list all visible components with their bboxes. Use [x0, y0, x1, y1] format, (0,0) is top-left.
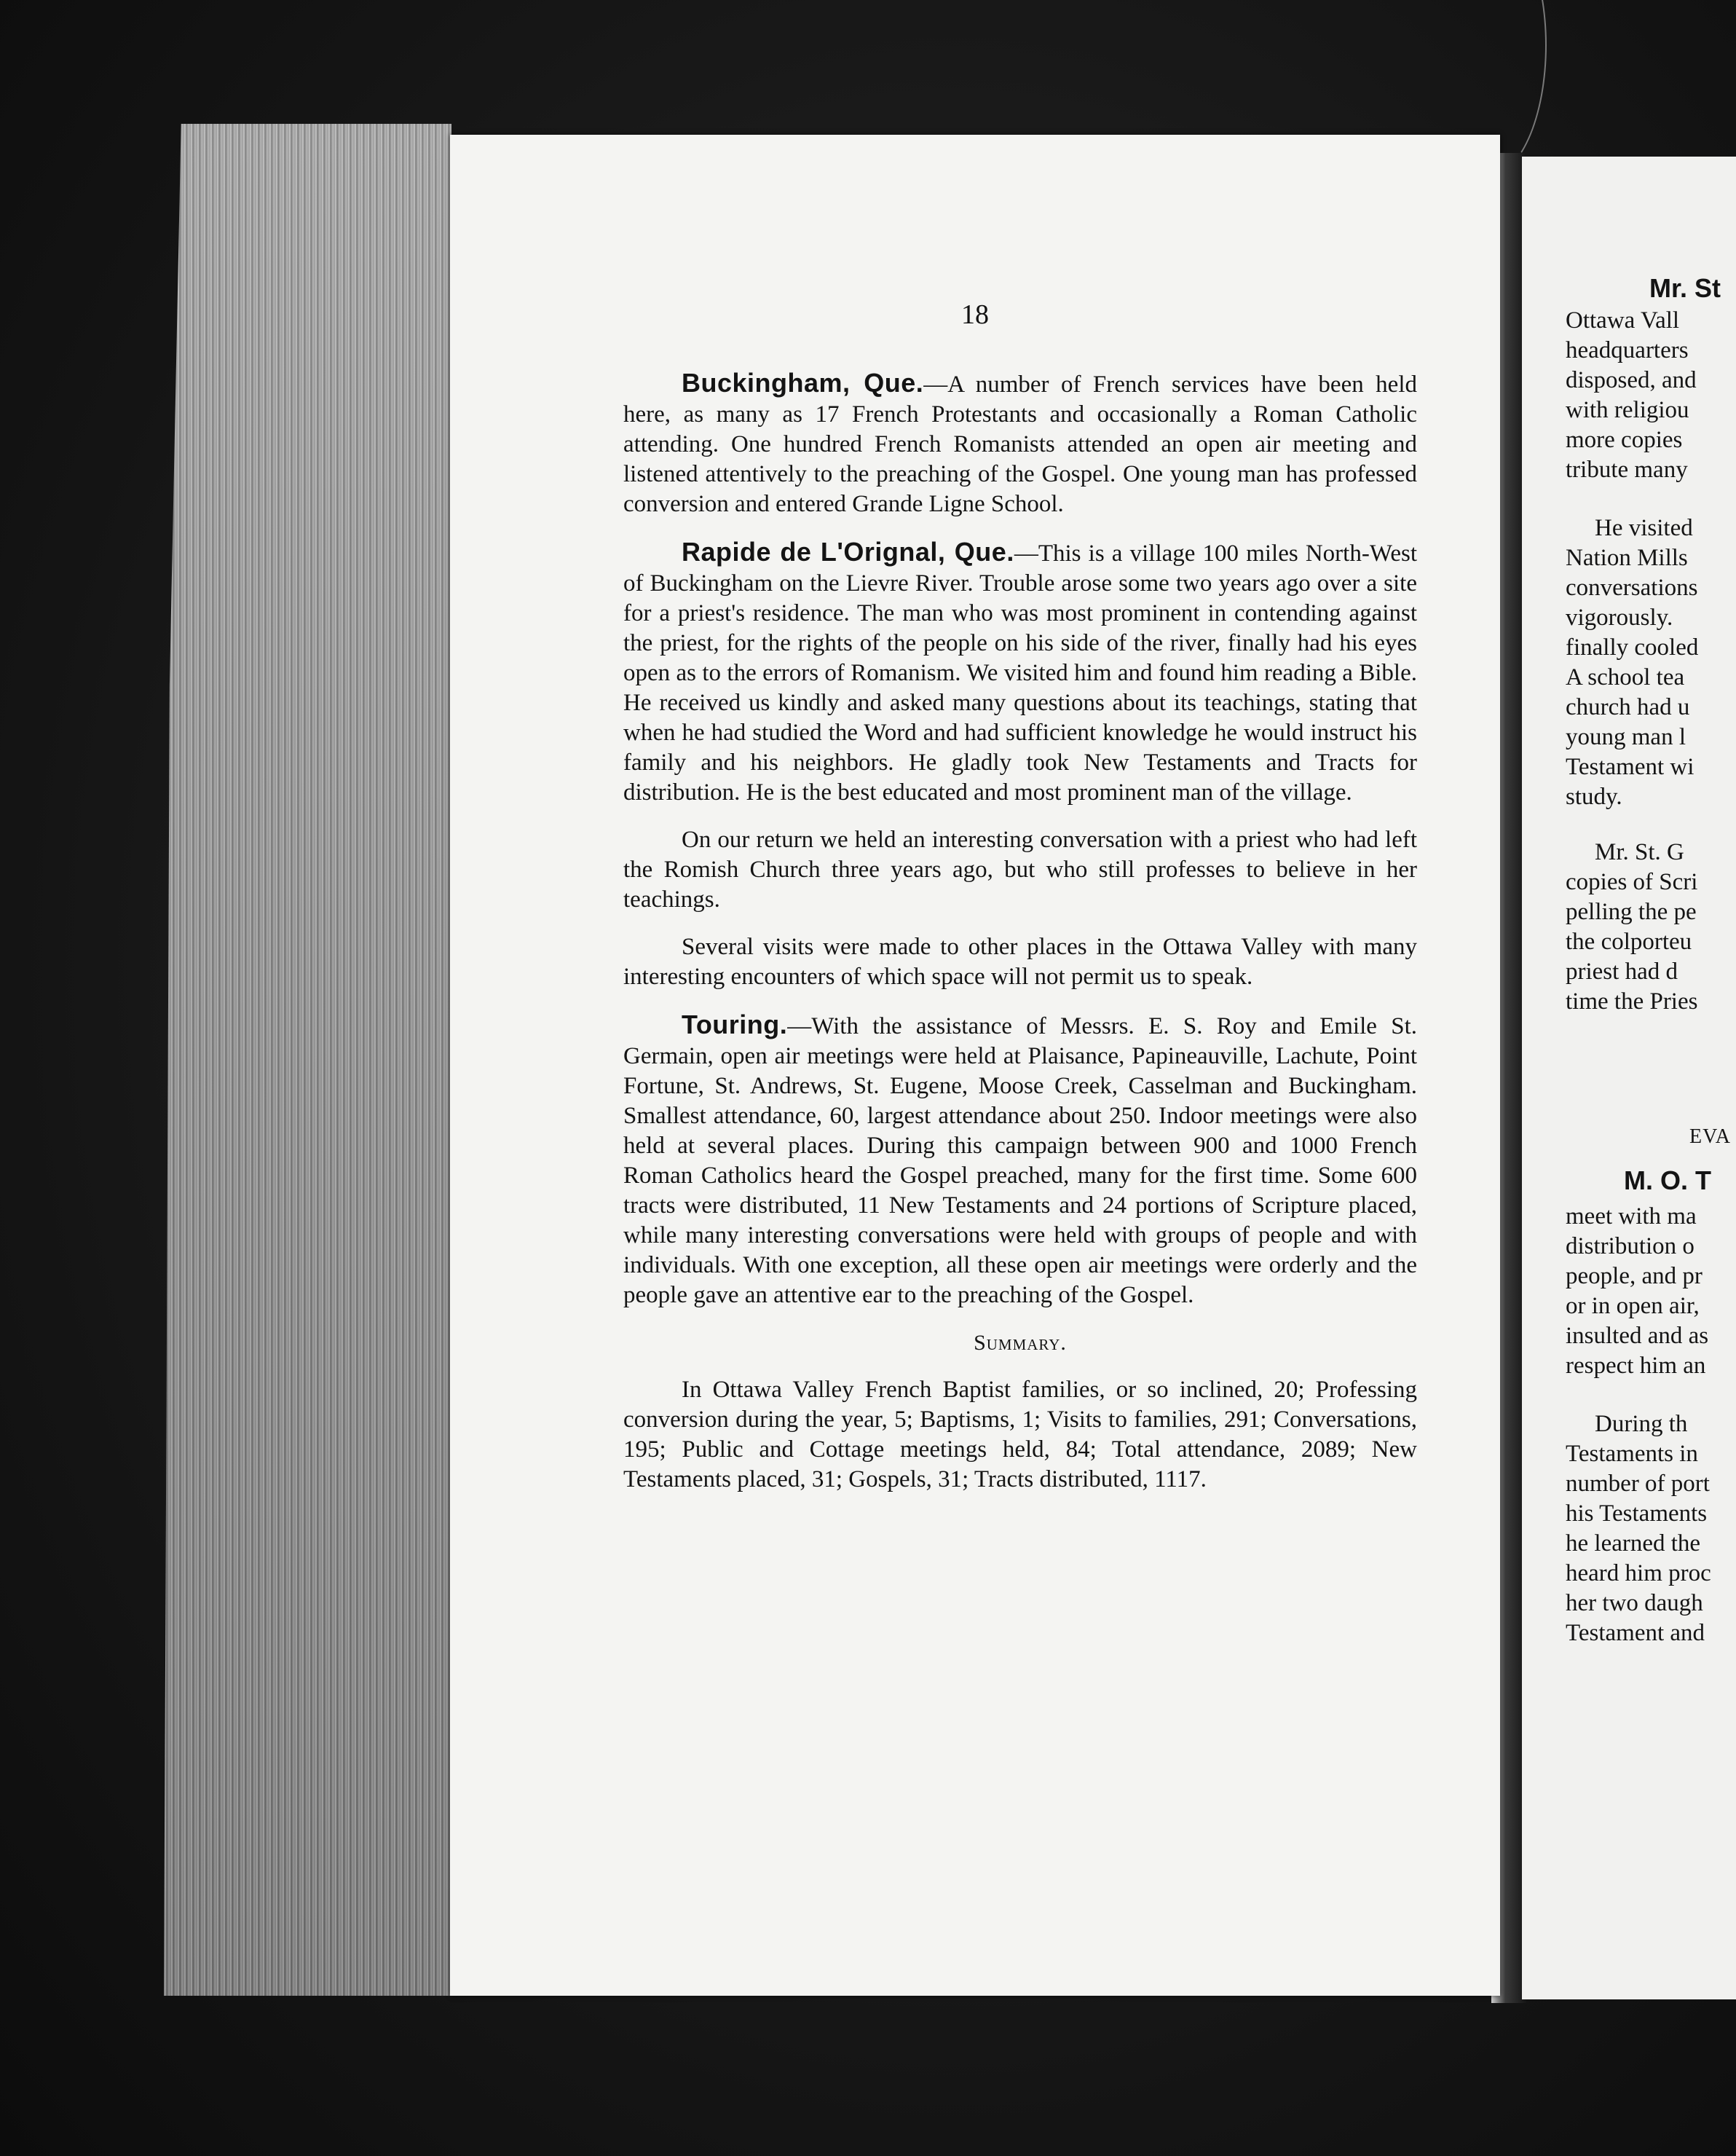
- right-page-line: tribute many: [1566, 457, 1688, 483]
- paragraph: [623, 368, 1417, 519]
- right-page-line: Testaments in: [1566, 1441, 1698, 1467]
- right-page-line: her two daugh: [1566, 1590, 1703, 1616]
- right-page-line: Testament and: [1566, 1620, 1705, 1646]
- right-page-line: Ottawa Vall: [1566, 307, 1680, 334]
- right-page-line: finally cooled: [1566, 634, 1699, 661]
- paragraph: [623, 537, 1417, 808]
- right-page-line: heard him proc: [1566, 1560, 1711, 1586]
- right-page-line: with religiou: [1566, 397, 1689, 423]
- book-page-edges: [164, 124, 451, 1996]
- right-page-line: disposed, and: [1566, 367, 1697, 393]
- right-page-line: A school tea: [1566, 664, 1685, 691]
- paragraph-text: On our return we held an interesting conversation with a priest who had left the Romish Church three years ago, but who still professes to believe in her teachings.: [623, 827, 1417, 913]
- paragraph: [623, 825, 1417, 915]
- right-page-line: study.: [1566, 784, 1622, 810]
- right-page-line: pelling the pe: [1566, 899, 1697, 925]
- right-page-line: During th: [1595, 1411, 1688, 1437]
- right-page-line: EVA: [1689, 1125, 1731, 1148]
- section-heading: Rapide de L'Orignal, Que.: [682, 537, 1014, 567]
- right-page-fragment: [1522, 157, 1736, 1999]
- right-page-line: time the Pries: [1566, 988, 1698, 1015]
- right-page-line: the colporteu: [1566, 929, 1692, 955]
- right-page-line: young man l: [1566, 724, 1686, 750]
- right-page-line: Testament wi: [1566, 754, 1694, 780]
- summary-text: In Ottawa Valley French Baptist families, or so inclined, 20; Professing conversion during the year, 5; Baptisms, 1; Visits to families, 291; Conversations, 195; Public and Cottage meetings held, 84; Total attendance, 2089; New Testaments placed, 31; Gospels, 31; Tracts distributed, 1117.: [623, 1377, 1417, 1492]
- right-page-line: more copies: [1566, 427, 1683, 453]
- paragraph: [623, 932, 1417, 992]
- right-page-line: people, and pr: [1566, 1263, 1703, 1289]
- right-page-line: insulted and as: [1566, 1323, 1709, 1349]
- page-number: 18: [961, 299, 989, 330]
- right-page-line: vigorously.: [1566, 605, 1673, 631]
- right-page-line: or in open air,: [1566, 1293, 1700, 1319]
- paragraph: [623, 1010, 1417, 1310]
- right-page-line: copies of Scri: [1566, 869, 1698, 895]
- paragraph-text: —A number of French services have been held here, as many as 17 French Protestants and occasionally a Roman Catholic attending. One hundred French Romanists attended an open air meeting and listened attentively to the preaching of the Gospel. One young man has professed conversion and entered Grande Ligne School.: [623, 371, 1417, 517]
- section-heading: Touring.: [682, 1010, 788, 1039]
- page-text: [623, 368, 1417, 1512]
- right-page-line: conversations: [1566, 575, 1698, 601]
- right-page-line: Nation Mills: [1566, 545, 1688, 571]
- right-page-line: distribution o: [1566, 1233, 1694, 1259]
- right-page-line: priest had d: [1566, 959, 1678, 985]
- section-heading: Buckingham, Que.: [682, 368, 924, 398]
- right-page-line: Mr. St. G: [1595, 839, 1684, 865]
- right-page-line: M. O. T: [1624, 1165, 1711, 1195]
- right-page-line: He visited: [1595, 515, 1693, 541]
- left-page: [450, 135, 1500, 1996]
- paragraph-text: —With the assistance of Messrs. E. S. Roy and Emile St. Germain, open air meetings were held at Plaisance, Papineauville, Lachute, Point Fortune, St. Andrews, St. Eugene, Moose Creek, Casselman and Buckingham. Smallest attendance, 60, largest attendance about 250. Indoor meetings were also held at several places. During this campaign between 900 and 1000 French Roman Catholics heard the Gospel preached, many for the first time. Some 600 tracts were distributed, 11 New Testaments and 24 portions of Scripture placed, while many interesting conversations were held with groups of people and with individuals. With one exception, all these open air meetings were orderly and the people gave an attentive ear to the preaching of the Gospel.: [623, 1013, 1417, 1308]
- summary-heading: Summary.: [974, 1331, 1067, 1355]
- right-page-line: church had u: [1566, 694, 1690, 720]
- right-page-line: number of port: [1566, 1471, 1710, 1497]
- paragraph-text: Several visits were made to other places in the Ottawa Valley with many interesting encounters of which space will not permit us to speak.: [623, 934, 1417, 990]
- right-page-line: Mr. St: [1649, 273, 1721, 303]
- right-page-line: meet with ma: [1566, 1203, 1697, 1230]
- right-page-line: respect him an: [1566, 1353, 1706, 1379]
- right-page-line: he learned the: [1566, 1530, 1701, 1557]
- right-page-line: his Testaments: [1566, 1500, 1708, 1527]
- right-page-line: headquarters: [1566, 337, 1689, 363]
- paragraph-text: —This is a village 100 miles North-West of Buckingham on the Lievre River. Trouble arose some two years ago over a site for a priest's residence. The man who was most prominent in contending against the priest, for the rights of the people on his side of the river, finally had his eyes open as to the errors of Romanism. We visited him and found him reading a Bible. He received us kindly and asked many questions about its teachings, stating that when he had studied the Word and had sufficient knowledge he would instruct his family and his neighbors. He gladly took New Testaments and Tracts for distribution. He is the best educated and most prominent man of the village.: [623, 540, 1417, 806]
